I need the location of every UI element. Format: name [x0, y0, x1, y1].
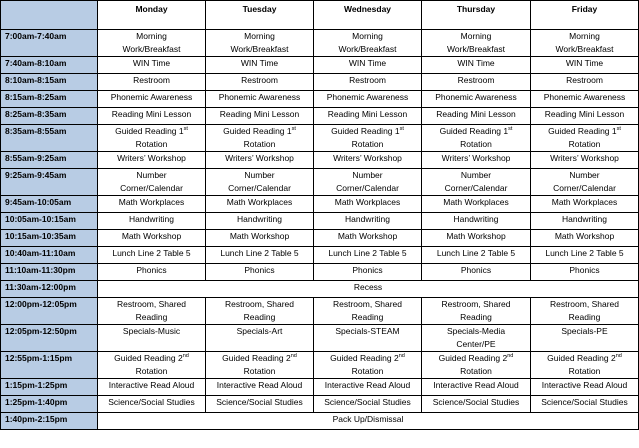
activity-cell-wednesday: Reading Mini Lesson: [314, 108, 422, 125]
activity-cell-thursday: Specials-Media Center/PE: [422, 325, 531, 352]
activity-cell-monday: Interactive Read Aloud: [98, 379, 206, 396]
activity-cell-wednesday: Restroom, Shared Reading: [314, 298, 422, 325]
time-slot: 10:40am-11:10am: [1, 247, 98, 264]
activity-cell-friday: WIN Time: [531, 57, 639, 74]
schedule-row: [1, 125, 639, 152]
activity-cell-wednesday: Math Workplaces: [314, 196, 422, 213]
activity-cell-thursday: Handwriting: [422, 213, 531, 230]
activity-cell-tuesday: Math Workshop: [206, 230, 314, 247]
time-slot: 8:25am-8:35am: [1, 108, 98, 125]
activity-cell-tuesday: WIN Time: [206, 57, 314, 74]
time-slot: 10:15am-10:35am: [1, 230, 98, 247]
schedule-row: [1, 30, 639, 57]
time-slot: 8:55am-9:25am: [1, 152, 98, 169]
activity-cell-tuesday: Math Workplaces: [206, 196, 314, 213]
time-slot: 1:15pm-1:25pm: [1, 379, 98, 396]
activity-cell-thursday: Science/Social Studies: [422, 396, 531, 413]
activity-cell-wednesday: Specials-STEAM: [314, 325, 422, 352]
activity-cell-wednesday: Morning Work/Breakfast: [314, 30, 422, 57]
activity-cell-monday: Number Corner/Calendar: [98, 169, 206, 196]
activity-cell-wednesday: Math Workshop: [314, 230, 422, 247]
time-slot: 12:00pm-12:05pm: [1, 298, 98, 325]
day-header-friday: Friday: [531, 1, 639, 30]
activity-cell-thursday: WIN Time: [422, 57, 531, 74]
schedule-row: [1, 230, 639, 247]
activity-cell-thursday: Interactive Read Aloud: [422, 379, 531, 396]
activity-cell-tuesday: Restroom, Shared Reading: [206, 298, 314, 325]
activity-cell-tuesday: Science/Social Studies: [206, 396, 314, 413]
activity-cell-thursday: Phonemic Awareness: [422, 91, 531, 108]
activity-cell-tuesday: Phonics: [206, 264, 314, 281]
time-slot: 11:30am-12:00pm: [1, 281, 98, 298]
schedule-row: [1, 379, 639, 396]
activity-cell-tuesday: Writers’ Workshop: [206, 152, 314, 169]
activity-cell-monday: Guided Reading 2nd Rotation: [98, 352, 206, 379]
activity-cell-tuesday: Guided Reading 1st Rotation: [206, 125, 314, 152]
time-slot: 7:00am-7:40am: [1, 30, 98, 57]
activity-cell-tuesday: Guided Reading 2nd Rotation: [206, 352, 314, 379]
time-slot: 7:40am-8:10am: [1, 57, 98, 74]
activity-cell-friday: Math Workshop: [531, 230, 639, 247]
schedule-row: [1, 74, 639, 91]
activity-cell-friday: Phonemic Awareness: [531, 91, 639, 108]
activity-cell-wednesday: Phonemic Awareness: [314, 91, 422, 108]
schedule-row: [1, 396, 639, 413]
activity-cell-friday: Restroom, Shared Reading: [531, 298, 639, 325]
schedule-row: [1, 57, 639, 74]
activity-cell-monday: Writers’ Workshop: [98, 152, 206, 169]
activity-cell-tuesday: Lunch Line 2 Table 5: [206, 247, 314, 264]
activity-cell-thursday: Guided Reading 1st Rotation: [422, 125, 531, 152]
schedule-row: [1, 352, 639, 379]
schedule-row: [1, 108, 639, 125]
activity-cell-friday: Interactive Read Aloud: [531, 379, 639, 396]
activity-cell-monday: Math Workshop: [98, 230, 206, 247]
activity-cell-wednesday: Science/Social Studies: [314, 396, 422, 413]
activity-cell-tuesday: Restroom: [206, 74, 314, 91]
schedule-row: [1, 281, 639, 298]
time-slot: 8:10am-8:15am: [1, 74, 98, 91]
activity-cell-friday: Math Workplaces: [531, 196, 639, 213]
activity-cell-monday: Phonemic Awareness: [98, 91, 206, 108]
schedule-row: [1, 247, 639, 264]
schedule-row: [1, 196, 639, 213]
merged-activity-cell: Recess: [98, 281, 639, 298]
activity-cell-wednesday: Number Corner/Calendar: [314, 169, 422, 196]
schedule-row: [1, 152, 639, 169]
activity-cell-thursday: Restroom, Shared Reading: [422, 298, 531, 325]
schedule-row: [1, 264, 639, 281]
activity-cell-monday: Phonics: [98, 264, 206, 281]
schedule-body: [1, 30, 639, 430]
schedule-row: [1, 169, 639, 196]
activity-cell-thursday: Writers’ Workshop: [422, 152, 531, 169]
activity-cell-friday: Guided Reading 2nd Rotation: [531, 352, 639, 379]
header-row: [1, 1, 639, 30]
time-slot: 11:10am-11:30pm: [1, 264, 98, 281]
activity-cell-friday: Specials-PE: [531, 325, 639, 352]
activity-cell-thursday: Number Corner/Calendar: [422, 169, 531, 196]
time-slot: 9:25am-9:45am: [1, 169, 98, 196]
activity-cell-wednesday: WIN Time: [314, 57, 422, 74]
activity-cell-tuesday: Specials-Art: [206, 325, 314, 352]
activity-cell-monday: Guided Reading 1st Rotation: [98, 125, 206, 152]
activity-cell-wednesday: Restroom: [314, 74, 422, 91]
activity-cell-thursday: Lunch Line 2 Table 5: [422, 247, 531, 264]
activity-cell-wednesday: Writers’ Workshop: [314, 152, 422, 169]
time-slot: 1:40pm-2:15pm: [1, 413, 98, 430]
activity-cell-friday: Guided Reading 1st Rotation: [531, 125, 639, 152]
activity-cell-tuesday: Interactive Read Aloud: [206, 379, 314, 396]
day-header-tuesday: Tuesday: [206, 1, 314, 30]
schedule-row: [1, 91, 639, 108]
time-slot: 1:25pm-1:40pm: [1, 396, 98, 413]
activity-cell-friday: Lunch Line 2 Table 5: [531, 247, 639, 264]
activity-cell-monday: Morning Work/Breakfast: [98, 30, 206, 57]
activity-cell-thursday: Morning Work/Breakfast: [422, 30, 531, 57]
activity-cell-thursday: Restroom: [422, 74, 531, 91]
activity-cell-thursday: Reading Mini Lesson: [422, 108, 531, 125]
activity-cell-tuesday: Number Corner/Calendar: [206, 169, 314, 196]
activity-cell-monday: Restroom: [98, 74, 206, 91]
activity-cell-wednesday: Interactive Read Aloud: [314, 379, 422, 396]
activity-cell-thursday: Math Workshop: [422, 230, 531, 247]
activity-cell-friday: Handwriting: [531, 213, 639, 230]
time-slot: 8:35am-8:55am: [1, 125, 98, 152]
day-header-monday: Monday: [98, 1, 206, 30]
activity-cell-friday: Phonics: [531, 264, 639, 281]
activity-cell-wednesday: Lunch Line 2 Table 5: [314, 247, 422, 264]
activity-cell-friday: Number Corner/Calendar: [531, 169, 639, 196]
activity-cell-friday: Science/Social Studies: [531, 396, 639, 413]
activity-cell-wednesday: Handwriting: [314, 213, 422, 230]
time-slot: 12:05pm-12:50pm: [1, 325, 98, 352]
activity-cell-wednesday: Guided Reading 2nd Rotation: [314, 352, 422, 379]
activity-cell-thursday: Guided Reading 2nd Rotation: [422, 352, 531, 379]
activity-cell-wednesday: Phonics: [314, 264, 422, 281]
activity-cell-tuesday: Reading Mini Lesson: [206, 108, 314, 125]
activity-cell-monday: Restroom, Shared Reading: [98, 298, 206, 325]
activity-cell-tuesday: Morning Work/Breakfast: [206, 30, 314, 57]
activity-cell-monday: WIN Time: [98, 57, 206, 74]
activity-cell-friday: Restroom: [531, 74, 639, 91]
activity-cell-thursday: Phonics: [422, 264, 531, 281]
time-slot: 10:05am-10:15am: [1, 213, 98, 230]
activity-cell-friday: Reading Mini Lesson: [531, 108, 639, 125]
activity-cell-tuesday: Phonemic Awareness: [206, 91, 314, 108]
activity-cell-tuesday: Handwriting: [206, 213, 314, 230]
activity-cell-monday: Specials-Music: [98, 325, 206, 352]
activity-cell-monday: Handwriting: [98, 213, 206, 230]
time-slot: 12:55pm-1:15pm: [1, 352, 98, 379]
activity-cell-monday: Math Workplaces: [98, 196, 206, 213]
activity-cell-monday: Science/Social Studies: [98, 396, 206, 413]
schedule-row: [1, 213, 639, 230]
activity-cell-wednesday: Guided Reading 1st Rotation: [314, 125, 422, 152]
activity-cell-monday: Lunch Line 2 Table 5: [98, 247, 206, 264]
day-header-thursday: Thursday: [422, 1, 531, 30]
time-slot: 8:15am-8:25am: [1, 91, 98, 108]
corner-cell: [1, 1, 98, 30]
day-header-wednesday: Wednesday: [314, 1, 422, 30]
schedule-row: [1, 413, 639, 430]
schedule-row: [1, 298, 639, 325]
activity-cell-thursday: Math Workplaces: [422, 196, 531, 213]
activity-cell-friday: Writers’ Workshop: [531, 152, 639, 169]
merged-activity-cell: Pack Up/Dismissal: [98, 413, 639, 430]
time-slot: 9:45am-10:05am: [1, 196, 98, 213]
activity-cell-friday: Morning Work/Breakfast: [531, 30, 639, 57]
schedule-row: [1, 325, 639, 352]
activity-cell-monday: Reading Mini Lesson: [98, 108, 206, 125]
